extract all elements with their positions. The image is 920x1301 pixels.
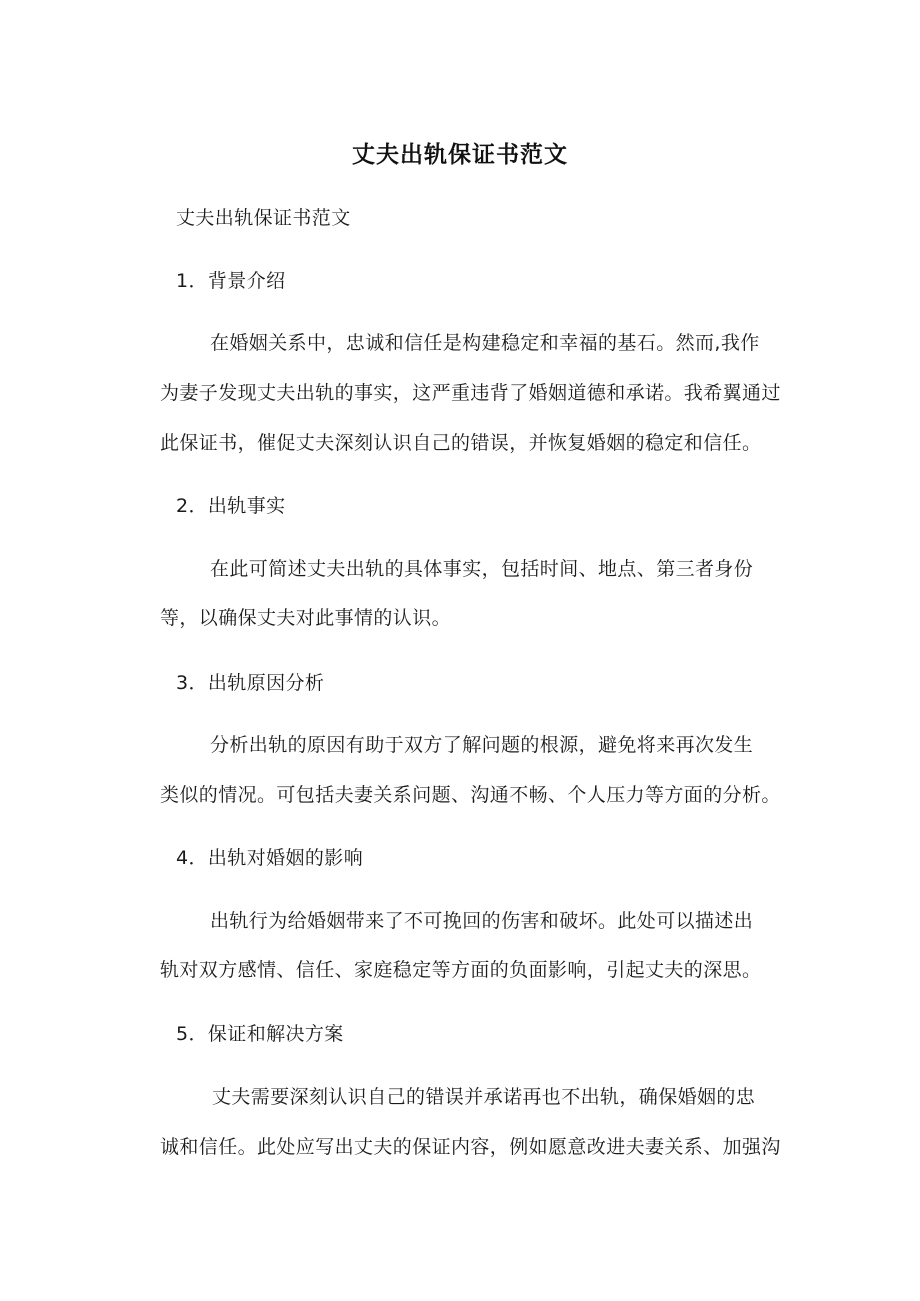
paragraph-line: 类似的情况。可包括夫妻关系问题、沟通不畅、个人压力等方面的分析。 [160, 784, 781, 806]
paragraph-line: 此保证书，催促丈夫深刻认识自己的错误，并恢复婚姻的稳定和信任。 [160, 432, 762, 454]
paragraph-line: 丈夫需要深刻认识自己的错误并承诺再也不出轨，确保婚姻的忠 [212, 1086, 756, 1108]
paragraph-line: 等，以确保丈夫对此事情的认识。 [160, 607, 452, 629]
paragraph-line: 出轨行为给婚姻带来了不可挽回的伤害和破坏。此处可以描述出 [210, 910, 754, 932]
paragraph-line: 为妻子发现丈夫出轨的事实，这严重违背了婚姻道德和承诺。我希翼通过 [160, 382, 781, 404]
section-heading: 2．出轨事实 [176, 495, 286, 517]
section-heading: 3．出轨原因分析 [176, 672, 325, 694]
paragraph-line: 分析出轨的原因有助于双方了解问题的根源，避免将来再次发生 [210, 734, 754, 756]
document-title: 丈夫出轨保证书范文 [352, 142, 568, 168]
paragraph-line: 在此可简述丈夫出轨的具体事实，包括时间、地点、第三者身份 [210, 558, 754, 580]
paragraph-line: 轨对双方感情、信任、家庭稳定等方面的负面影响，引起丈夫的深思。 [160, 959, 762, 981]
document-subtitle: 丈夫出轨保证书范文 [176, 207, 351, 229]
section-heading: 1．背景介绍 [176, 270, 286, 292]
section-heading: 4．出轨对婚姻的影响 [176, 847, 364, 869]
paragraph-line: 诚和信任。此处应写出丈夫的保证内容，例如愿意改进夫妻关系、加强沟 [160, 1136, 781, 1158]
paragraph-line: 在婚姻关系中，忠诚和信任是构建稳定和幸福的基石。然而,我作 [210, 332, 760, 354]
section-heading: 5．保证和解决方案 [176, 1023, 344, 1045]
